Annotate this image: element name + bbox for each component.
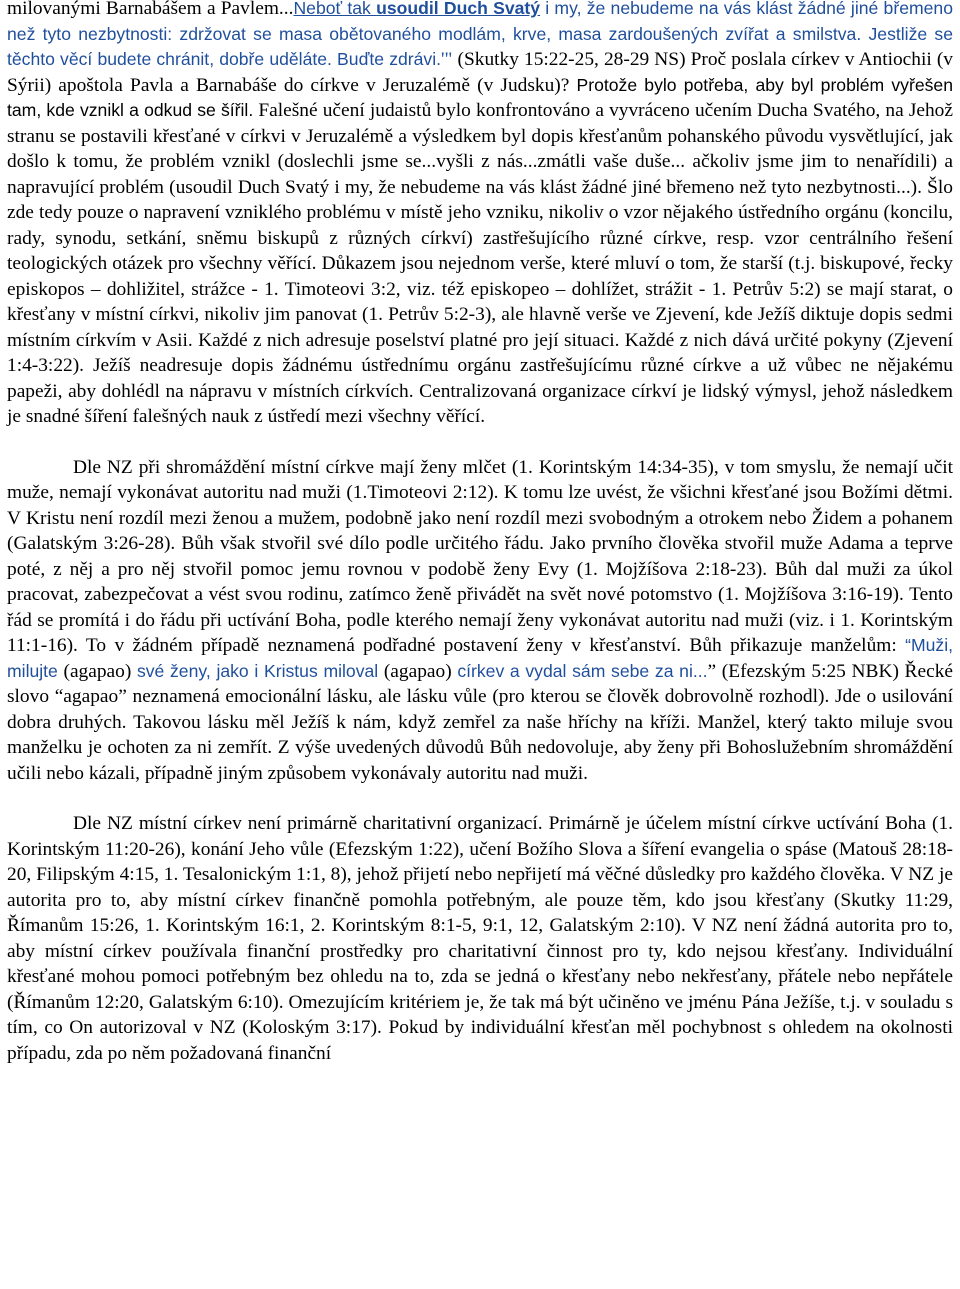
text-segment: (agapao) [378,660,458,682]
text-segment: milovanými Barnabášem a Pavlem... [7,0,294,19]
paragraph-acts-council [7,0,953,430]
quoted-scripture-text: “Muži, milujte [7,635,953,681]
text-segment: Dle NZ místní církev není primárně charitativní organizací. Primárně je účelem místní církve uctívání Boha (1. Korintským 11:20-26), konání Jeho vůle (Efezským 1:22), učení Božího Slova a šíření evangelia o spáse (Matouš 28:18-20, Filipským 4:15, 1. Tesalonickým 1:1, 8), jehož přijetí nebo nepřijetí má věčné důsledky pro každého člověka. V NZ je autorita pro to, aby místní církev finančně pomohla potřebným, ale pouze těm, kdo jsou křesťany (Skutky 11:29, Římanům 15:26, 1. Korintským 16:1, 2. Korintským 8:1-5, 9:1, 12, Galatským 2:10). V NZ není žádná autorita pro to, aby místní církev používala finanční prostředky pro charitativní činnost pro ty, kdo nejsou křesťany. Individuální křesťané mohou pomoci potřebným bez ohledu na to, zda se jedná o křesťany nebo nekřesťany, přátele nebo nepřátele (Římanům 12:20, Galatským 6:10). Omezujícím kritériem je, že tak má být učiněno ve jménu Pána Ježíše, t.j. v souladu s tím, co On autorizoval v NZ (Koloským 3:17). Pokud by individuální křesťan měl pochybnost s ohledem na okolnosti případu, zda po něm požadovaná finanční [7,813,953,1064]
paragraph-spacer [7,786,953,811]
text-segment: (agapao) [57,660,137,682]
quote-link-nebot-tak[interactable]: Neboť tak [293,0,377,18]
text-segment: ” (Efezským 5:25 NBK) Řecké slovo “agapao” neznamená emocionální lásku, ale lásku vůle (pro kterou se člověk dobrovolně rozhodl). Jde o usilování dobra druhých. Takovou lásku měl Ježíš k nám, když zemřel za naše hříchy na kříži. Manžel, který takto miluje svou manželku je ochoten za ni zemřít. Z výše uvedených důvodů Bůh nedovoluje, aby ženy při Bohoslužebním shromáždění učili nebo kázali, případně jiným způsobem vykonávaly autoritu nad muži. [7,660,954,784]
paragraph-women-in-church [7,455,953,787]
text-segment-sans: Protože bylo potřeba, aby byl problém vyřešen tam, kde vznikl a odkud se šířil. [7,74,953,120]
quoted-scripture-text: církev a vydal sám sebe za ni... [457,660,708,681]
text-segment: (Skutky 15:22-25, 28-29 NS) Proč poslala církev v Antiochii (v Sýrii) apoštola Pavla a Barnabáše do církve v Jeruzalémě (v Judsku)? [7,49,953,96]
text-segment: Falešné učení judaistů bylo konfrontováno a vyvráceno učením Ducha Svatého, na Jehož stranu se postavili křesťané v církvi v Jeruzalémě a výsledkem byl dopis křesťanům pohanského původu vysvětlující, jak došlo k tomu, že problém vznikl (doslechli jsme se...vyšli z nás...zmátli vaše duše... ačkoliv jsme jim to nenařídili) a napravující problém (usoudil Duch Svatý i my, že nebudeme na vás klást žádné jiné břemeno než tyto nezbytnosti...). Šlo zde tedy pouze o napravení vzniklého problému v místě jeho vzniku, nikoliv o vzor nějakého ústředního orgánu (koncilu, rady, synodu, setkání, sněmu biskupů z různých církví) zastřešujícího různé církve, resp. vzor centrálního řešení teologických otázek pro všechny věřící. Důkazem jsou nejednom verše, které mluví o tom, že starší (t.j. biskupové, řecky episkopos – dohližitel, strážce - 1. Timoteovi 3:2, viz. též episkopeo – dohlížet, strážit - 1. Petrův 5:2) se mají starat, o křesťany v místní církvi, nikoliv jim panovat (1. Petrův 5:2-3), ale hlavně verše ve Zjevení, kde Ježíš diktuje dopis sedmi místním církvím v Asii. Každé z nich adresuje poselství platné pro její situaci. Každé z nich dává určité pokyny (Zjevení 1:4-3:22). Ježíš neadresuje dopis žádnému ústřednímu orgánu zastřešujícímu různé církve a už vůbec ne nějakému papeži, aby dohlédl na nápravu v místních církvích. Centralizovaná organizace církví je lidský výmysl, jehož následkem je snadné šíření falešných nauk z ústředí mezi všechny věřící. [7,100,953,427]
text-segment: Dle NZ při shromáždění místní církve mají ženy mlčet (1. Korintským 14:34-35), v tom smyslu, že nemají učit muže, nemají vykonávat autoritu nad muži (1.Timoteovi 2:12). K tomu lze uvést, že všichni křesťané jsou Božími dětmi. V Kristu není rozdíl mezi ženou a mužem, podobně jako není rozdíl mezi svobodným a otrokem nebo Židem a pohanem (Galatským 3:26-28). Bůh však stvořil své dílo podle určitého řádu. Jako prvního člověka stvořil muže Adama a teprve poté, z něj a pro něj stvořil pomoc jemu rovnou v podobě ženy Evy (1. Mojžíšova 2:18-23). Bůh dal muži za úkol pracovat, zabezpečovat a vést svou rodinu, zatímco ženě přivádět na svět nové potomstvo (1. Mojžíšova 3:16-19). Tento řád se promítá i do řádu při uctívání Boha, podle kterého nemají ženy vykonávat autoritu nad muži (viz. i 1. Korintským 11:1-16). To v žádném případě neznamená podřadné postavení ženy v křesťanství. Bůh přikazuje manželům: [7,456,953,656]
quote-link-usoudil-duch-svaty[interactable]: usoudil Duch Svatý [376,0,541,18]
paragraph-church-charity [7,811,953,1066]
paragraph-spacer [7,430,953,455]
quoted-scripture-text: i my, že nebudeme na vás klást žádné jiné břemeno než tyto nezbytnosti: zdržovat se masa obětovaného modlám, krve, masa zardoušených zvířat a smilstva. Jestliže se těchto věcí budete chránit, dobře uděláte. Buďte zdrávi. [7,0,953,69]
closing-quote-mark: '" [441,49,453,70]
quoted-scripture-text: své ženy, jako i Kristus miloval [136,660,379,681]
